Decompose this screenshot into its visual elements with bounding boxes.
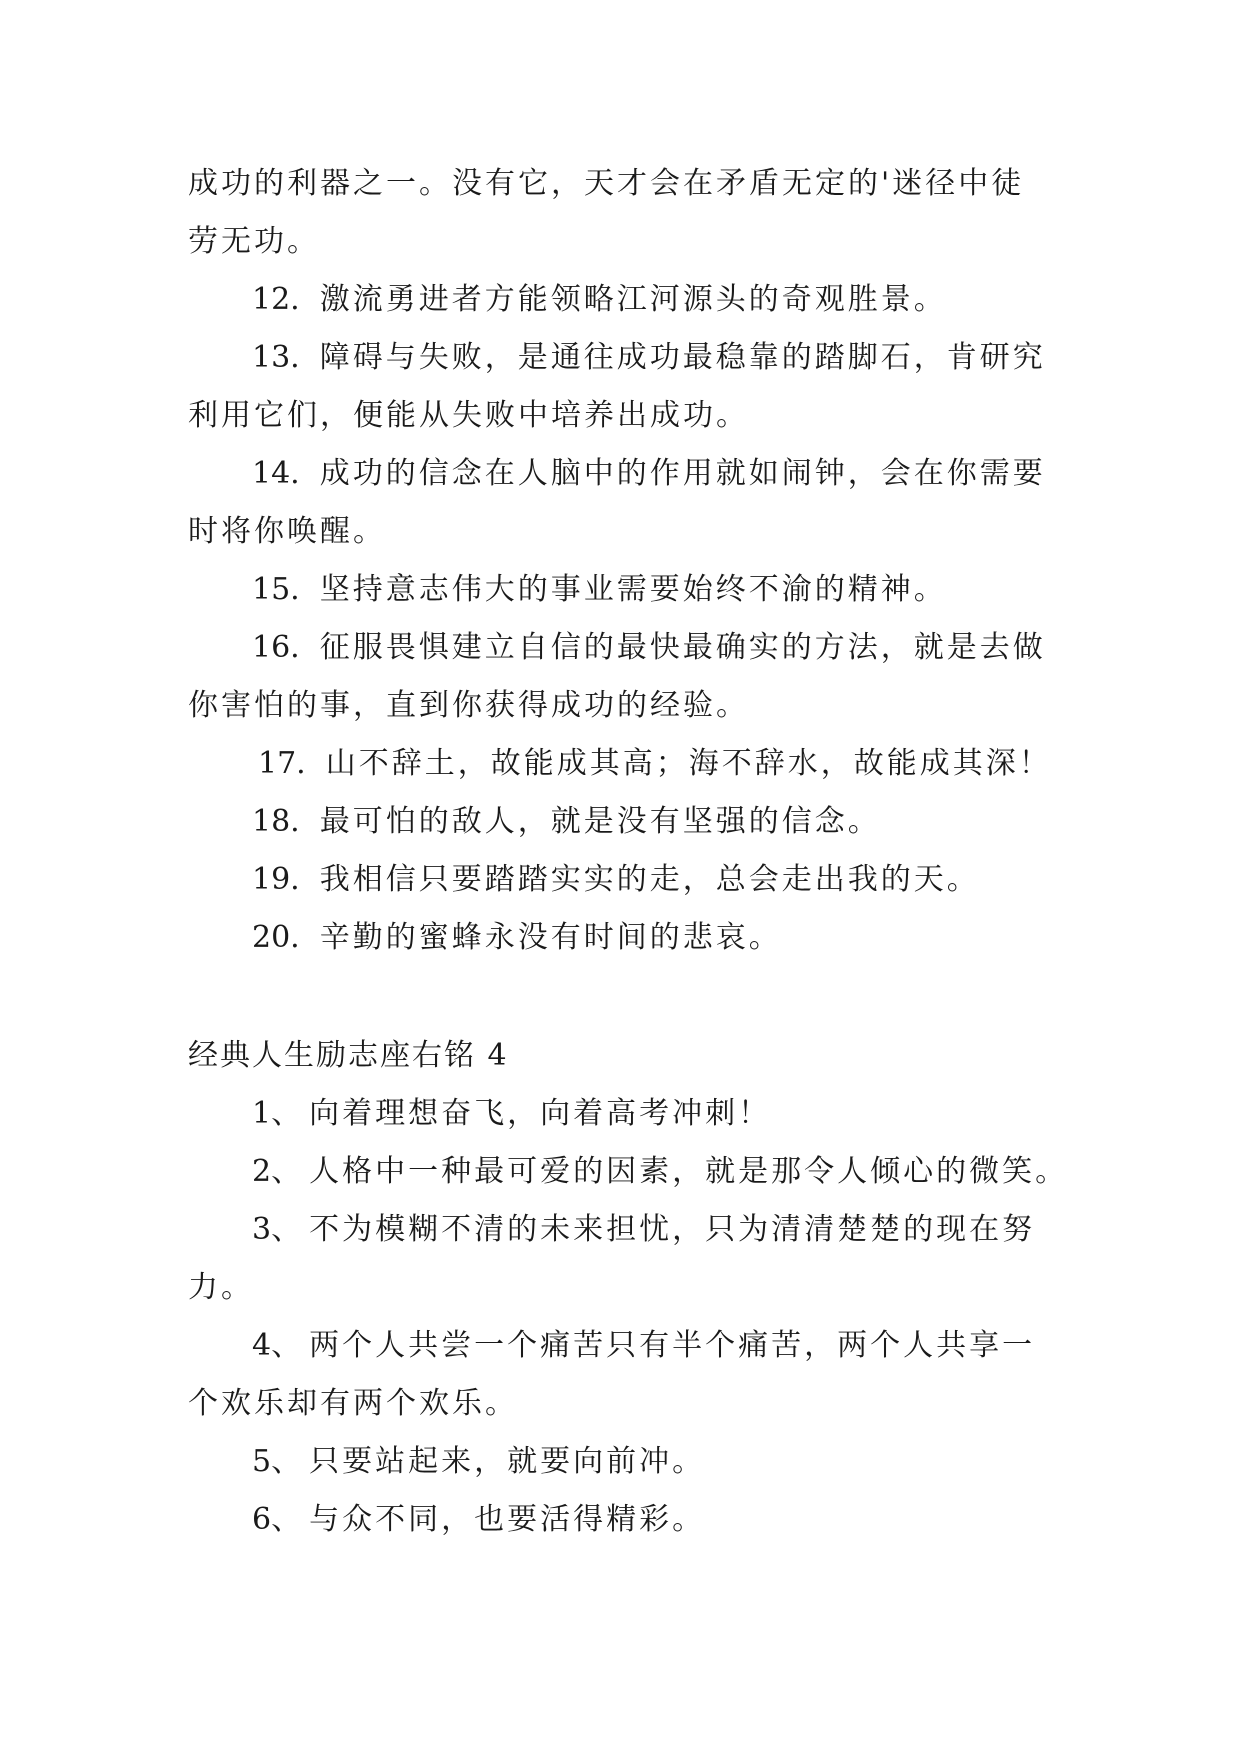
item-number: 19. [252, 862, 300, 897]
item-number: 12. [252, 282, 300, 317]
item-number: 1、 [252, 1096, 302, 1131]
list-item [252, 860, 980, 900]
list-item [258, 744, 1052, 784]
list-item [252, 1152, 1068, 1192]
item-text: 两个人共尝一个痛苦只有半个痛苦，两个人共享一 [309, 1328, 1036, 1363]
list-item-continuation: 力。 [188, 1270, 254, 1305]
item-text: 障碍与失败，是通往成功最稳靠的踏脚石，肯研究 [319, 340, 1046, 375]
item-number: 20. [252, 920, 300, 955]
item-number: 5、 [252, 1444, 302, 1479]
item-number: 17. [258, 746, 306, 781]
item-number: 13. [252, 340, 300, 375]
list-item [252, 1442, 705, 1482]
item-text: 征服畏惧建立自信的最快最确实的方法，就是去做 [319, 630, 1046, 665]
item-number: 2、 [252, 1154, 302, 1189]
item-number: 4、 [252, 1328, 302, 1363]
list-item [252, 628, 1046, 668]
item-text: 激流勇进者方能领略江河源头的奇观胜景。 [319, 282, 947, 317]
item-number: 14. [252, 456, 300, 491]
item-number: 3、 [252, 1212, 302, 1247]
list-item [252, 570, 947, 610]
item-text: 坚持意志伟大的事业需要始终不渝的精神。 [319, 572, 947, 607]
item-text: 最可怕的敌人，就是没有坚强的信念。 [319, 804, 881, 839]
paragraph-line: 劳无功。 [188, 224, 320, 259]
item-text: 我相信只要踏踏实实的走，总会走出我的天。 [319, 862, 980, 897]
list-item-continuation: 个欢乐却有两个欢乐。 [188, 1386, 518, 1421]
item-number: 16. [252, 630, 300, 665]
list-item [252, 1094, 771, 1134]
item-text: 与众不同，也要活得精彩。 [309, 1502, 706, 1537]
item-text: 不为模糊不清的未来担忧，只为清清楚楚的现在努 [309, 1212, 1036, 1247]
list-item-continuation: 你害怕的事，直到你获得成功的经验。 [188, 688, 749, 723]
item-text: 向着理想奋飞，向着高考冲刺！ [309, 1096, 772, 1131]
item-number: 15. [252, 572, 300, 607]
list-item [252, 1210, 1035, 1250]
item-text: 成功的信念在人脑中的作用就如闹钟，会在你需要 [319, 456, 1046, 491]
list-item-continuation: 时将你唤醒。 [188, 514, 386, 549]
item-text: 山不辞土，故能成其高；海不辞水，故能成其深！ [325, 746, 1052, 781]
list-item [252, 280, 947, 320]
list-item [252, 1500, 705, 1540]
list-item [252, 454, 1046, 494]
list-item [252, 802, 881, 842]
list-item [252, 1326, 1035, 1366]
item-text: 辛勤的蜜蜂永没有时间的悲哀。 [319, 920, 782, 955]
list-item-continuation: 利用它们，便能从失败中培养出成功。 [188, 398, 749, 433]
list-item [252, 918, 782, 958]
item-text: 人格中一种最可爱的因素，就是那令人倾心的微笑。 [309, 1154, 1069, 1189]
item-number: 6、 [252, 1502, 302, 1537]
item-number: 18. [252, 804, 300, 839]
section-heading: 经典人生励志座右铭 4 [188, 1038, 509, 1073]
list-item [252, 338, 1046, 378]
item-text: 只要站起来，就要向前冲。 [309, 1444, 706, 1479]
paragraph-line: 成功的利器之一。没有它，天才会在矛盾无定的'迷径中徒 [188, 166, 1025, 201]
